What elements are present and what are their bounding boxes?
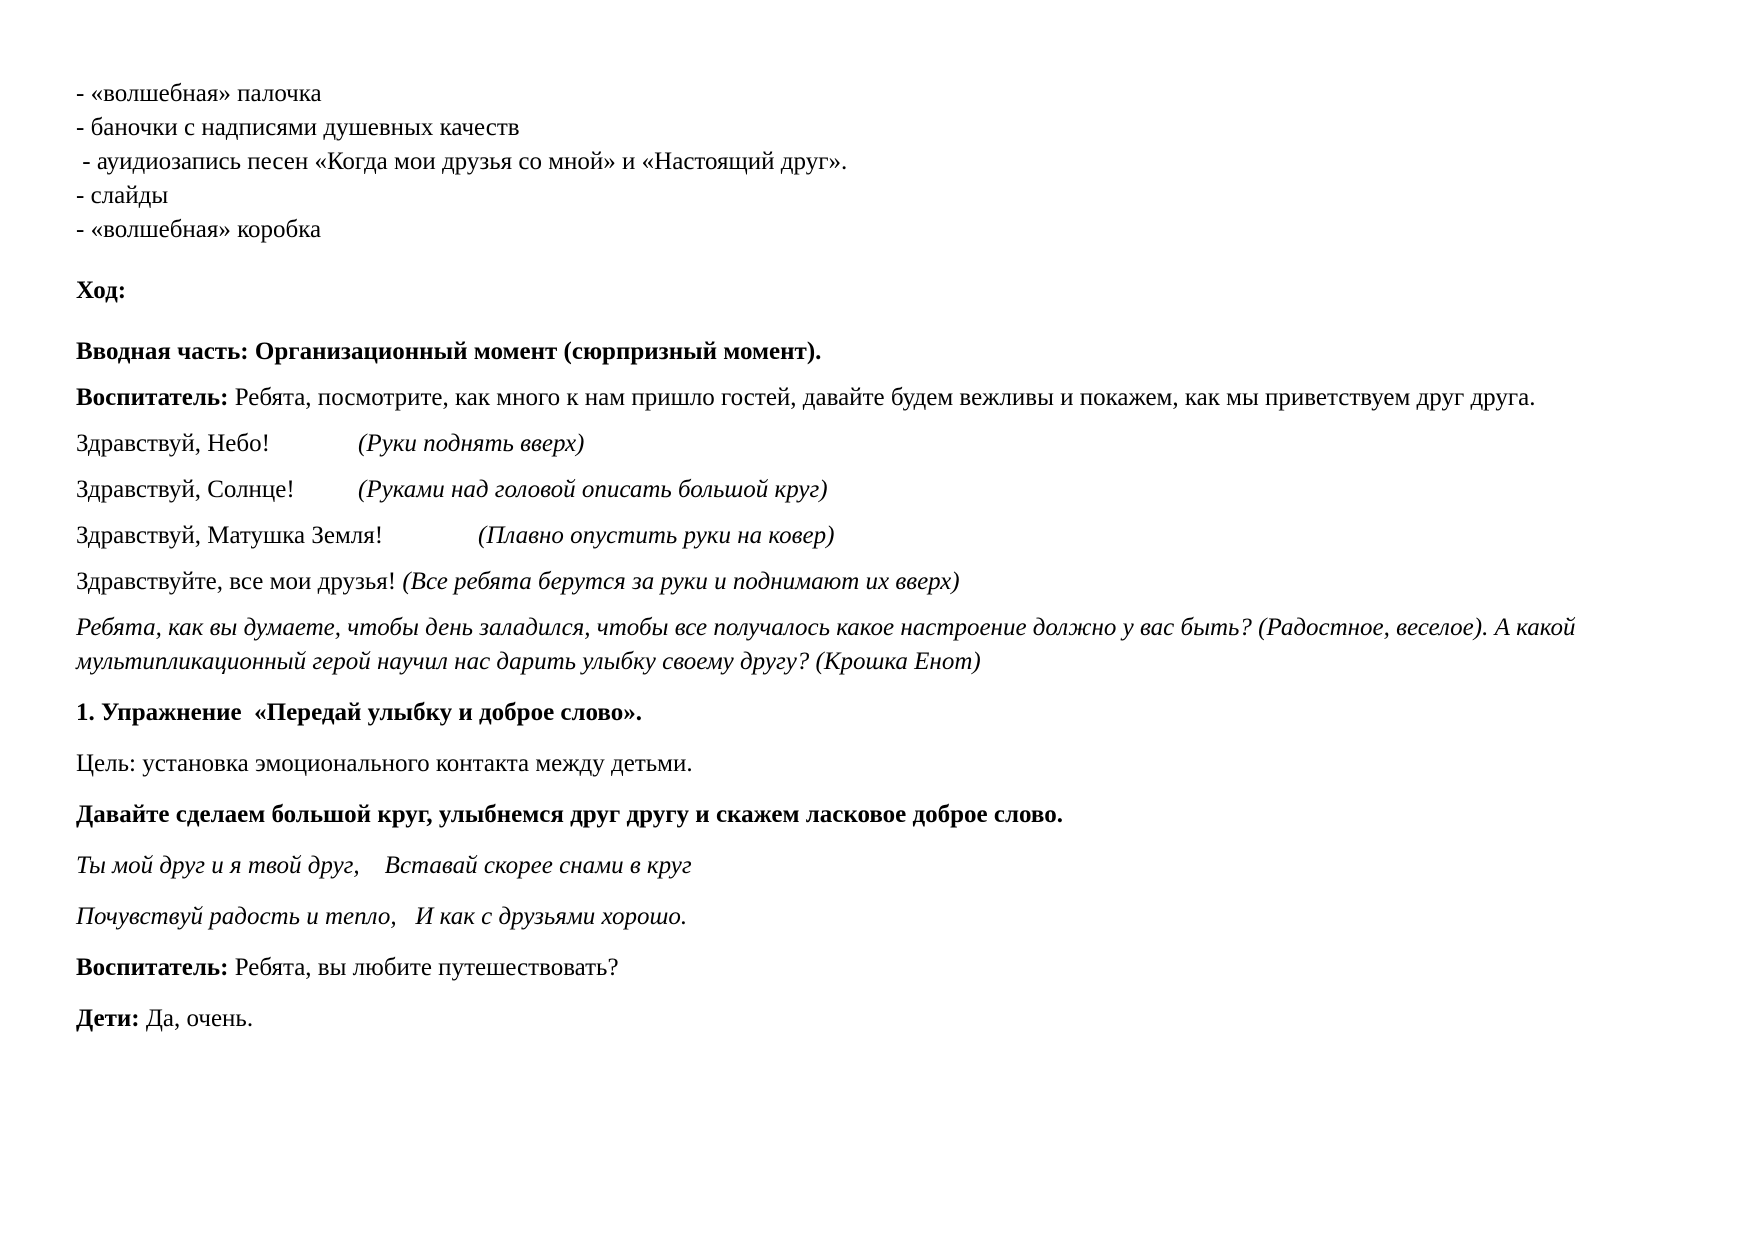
list-item: - ауидиозапись песен «Когда мои друзья со мной» и «Настоящий друг». [76, 148, 848, 175]
greeting-text: Здравствуй, Матушка Земля! [76, 522, 384, 549]
poem-part: Ты мой друг и я твой друг, [76, 852, 360, 879]
children-label: Дети: [76, 1005, 140, 1032]
greeting-line [76, 427, 1676, 461]
teacher-paragraph-1 [76, 381, 1676, 415]
greeting-text: Здравствуй, Солнце! [76, 476, 295, 503]
greeting-action: (Плавно опустить руки на ковер) [478, 522, 835, 549]
poem-part: Вставай скорее снами в круг [384, 852, 692, 879]
children-paragraph [76, 1002, 1676, 1036]
list-item: - «волшебная» палочка [76, 80, 322, 107]
document-page [76, 77, 1676, 1036]
greeting-line [76, 519, 1676, 553]
list-item: - баночки с надписями душевных качеств [76, 114, 520, 141]
question-paragraph: Ребята, как вы думаете, чтобы день заладился, чтобы все получалось какое настроение должно у вас быть? (Радостное, веселое). А какой мультипликационный герой научил нас дарить улыбку своему другу? (Крошка Енот) [76, 614, 1576, 675]
circle-instruction: Давайте сделаем большой круг, улыбнемся друг другу и скажем ласковое доброе слово. [76, 801, 1063, 828]
list-item: - «волшебная» коробка [76, 216, 322, 243]
greeting-line [76, 473, 1676, 507]
intro-label: Вводная часть: [76, 338, 249, 365]
greeting-text: Здравствуй, Небо! [76, 430, 270, 457]
teacher-label: Воспитатель: [76, 954, 229, 981]
teacher-text: Ребята, вы любите путешествовать? [234, 954, 619, 981]
poem-line [76, 900, 1676, 934]
goal-text: Цель: установка эмоционального контакта между детьми. [76, 750, 693, 777]
teacher-label: Воспитатель: [76, 384, 229, 411]
exercise-title: 1. Упражнение «Передай улыбку и доброе слово». [76, 699, 643, 726]
materials-list [76, 77, 1676, 247]
course-heading: Ход: [76, 277, 127, 304]
poem-part: И как с друзьями хорошо. [415, 903, 688, 930]
intro-title: Организационный момент (сюрпризный момент). [254, 338, 822, 365]
poem-part: Почувствуй радость и тепло, [76, 903, 397, 930]
teacher-paragraph-2 [76, 951, 1676, 985]
greeting-text: Здравствуйте, все мои друзья! [76, 568, 397, 595]
greeting-action: (Руками над головой описать большой круг) [358, 476, 828, 503]
teacher-text: Ребята, посмотрите, как много к нам пришло гостей, давайте будем вежливы и покажем, как мы приветствуем друг друга. [234, 384, 1536, 411]
greeting-line [76, 565, 1676, 599]
children-text: Да, очень. [145, 1005, 254, 1032]
list-item: - слайды [76, 182, 169, 209]
greeting-action: (Руки поднять вверх) [358, 430, 585, 457]
poem-line [76, 849, 1676, 883]
intro-heading [76, 335, 1676, 369]
greeting-action: (Все ребята берутся за руки и поднимают их вверх) [402, 568, 960, 595]
